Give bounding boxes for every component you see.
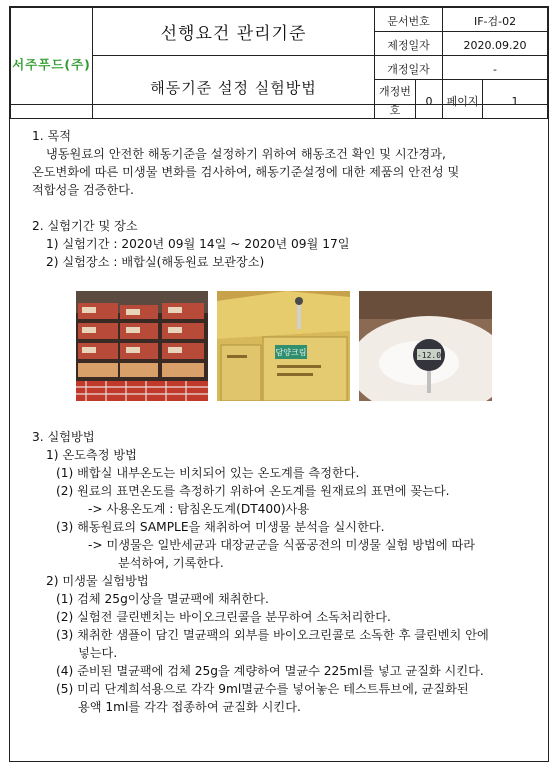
- doc-no-value: IF-검-02: [473, 15, 517, 28]
- photo-probe-thermometer: [359, 291, 492, 401]
- doc-no-label-cell: [375, 8, 443, 32]
- section-1-paragraph-line-1: 냉동원료의 안전한 해동기준을 설정하기 위하여 해동조건 확인 및 시간경과,: [46, 147, 446, 161]
- header-table: [10, 7, 548, 119]
- photo-thawing-boxes: [217, 291, 350, 401]
- box-label-text: 담양크림: [275, 348, 307, 357]
- company-name: 서주푸드(주): [12, 56, 91, 72]
- section-3-2-item-3-line-2: 넣는다.: [78, 646, 118, 660]
- est-date-value-cell: [443, 32, 548, 56]
- rev-date-label-cell: [375, 56, 443, 80]
- rev-date-value-cell: [443, 56, 548, 80]
- section-3-1-item-2-note: -> 사용온도계 : 탐침온도계(DT400)사용: [88, 502, 310, 516]
- section-1-paragraph-line-2: 온도변화에 따른 미생물 변화를 검사하여, 해동기준설정에 대한 제품의 안전성 및: [32, 165, 460, 179]
- section-2-item-period: 1) 실험기간 : 2020년 09월 14일 ~ 2020년 09월 17일: [46, 237, 350, 251]
- section-3-1-item-1: (1) 배합실 내부온도는 비치되어 있는 온도계를 측정한다.: [56, 466, 360, 480]
- rev-date-label: 개정일자: [387, 63, 430, 76]
- section-3-1-item-3-note-line-1: -> 미생물은 일반세균과 대장균군을 식품공전의 미생물 실험 방법에 따라: [88, 538, 476, 552]
- company-cell: [11, 8, 93, 119]
- est-date-label-cell: [375, 32, 443, 56]
- section-3-2-item-1: (1) 검체 25g이상을 멸균팩에 채취한다.: [56, 592, 269, 606]
- document-subtitle: 해동기준 설정 실험방법: [150, 78, 317, 97]
- rev-no-value: 0: [425, 94, 433, 108]
- section-3-title: 3. 실험방법: [32, 430, 95, 444]
- est-date-value: 2020.09.20: [463, 39, 527, 52]
- document-body: [10, 104, 547, 761]
- section-3-1-item-2: (2) 원료의 표면온도를 측정하기 위하여 온도계를 원재료의 표면에 꽂는다.: [56, 484, 450, 498]
- section-1-paragraph-line-3: 적합성을 검증한다.: [32, 183, 134, 197]
- section-3-2-title: 2) 미생물 실험방법: [46, 574, 149, 588]
- rev-no-label: 개정번호: [379, 85, 411, 117]
- page-value: 1: [511, 94, 519, 108]
- section-3-2-item-2: (2) 실험전 클린벤치는 바이오크린콜을 분무하여 소독처리한다.: [56, 610, 391, 624]
- section-2-title: 2. 실험기간 및 장소: [32, 219, 138, 233]
- doc-no-label: 문서번호: [387, 15, 430, 28]
- section-1-title: 1. 목적: [32, 129, 72, 143]
- page-label: 페이지: [446, 94, 479, 108]
- section-3-2-item-3-line-1: (3) 채취한 샘플이 담긴 멸균팩의 외부를 바이오크린콜로 소독한 후 클린벤치 안에: [56, 628, 489, 642]
- document-page: [9, 6, 549, 762]
- title-cell: [93, 8, 375, 56]
- section-2-item-place: 2) 실험장소 : 배합실(해동원료 보관장소): [46, 255, 265, 269]
- document-header: [10, 7, 547, 117]
- section-3-2-item-5-line-2: 용액 1ml를 각각 접종하여 균질화 시킨다.: [78, 700, 301, 714]
- section-3-1-title: 1) 온도측정 방법: [46, 448, 137, 462]
- section-3-2-item-4: (4) 준비된 멸균팩에 검체 25g을 계량하여 멸균수 225ml를 넣고 균질화 시킨다.: [56, 664, 484, 678]
- section-3-1-item-3: (3) 해동원료의 SAMPLE을 채취하여 미생물 분석을 실시한다.: [56, 520, 385, 534]
- section-3-1-item-3-note-line-2: 분석하여, 기록한다.: [118, 556, 224, 570]
- thermometer-reading: -12.0: [416, 351, 442, 360]
- rev-date-value: -: [493, 63, 498, 76]
- est-date-label: 제정일자: [387, 39, 430, 52]
- photo-storage-boxes: [76, 291, 208, 401]
- doc-no-value-cell: [443, 8, 548, 32]
- section-3-2-item-5-line-1: (5) 미리 단계희석용으로 각각 9ml멸균수를 넣어놓은 테스트튜브에, 균질화된: [56, 682, 469, 696]
- document-title: 선행요건 관리기준: [160, 24, 307, 44]
